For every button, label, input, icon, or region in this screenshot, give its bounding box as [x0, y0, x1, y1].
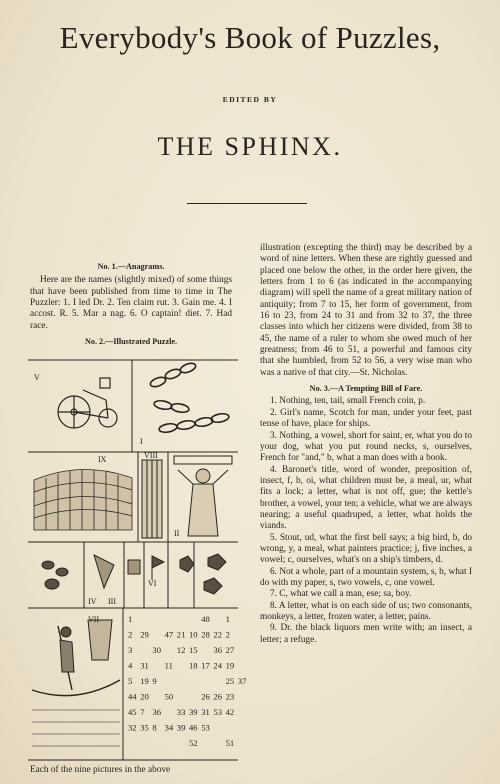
- grid-number: 51: [225, 738, 235, 748]
- grid-number: 22: [213, 629, 222, 640]
- numeral-label: VIII: [144, 451, 158, 460]
- bill-of-fare-list: [260, 396, 472, 646]
- grid-number: 2: [128, 629, 133, 640]
- grid-number: 10: [189, 629, 198, 640]
- grid-number: 33: [176, 707, 186, 717]
- grid-number: 8: [152, 722, 157, 733]
- grid-number: 18: [189, 660, 198, 671]
- grid-number: 7: [140, 707, 145, 717]
- grid-number: 52: [189, 738, 198, 748]
- grid-number: 25: [225, 676, 235, 686]
- grid-number: 44: [128, 691, 137, 702]
- grid-number: 26: [213, 691, 222, 702]
- grid-number: 20: [140, 691, 149, 702]
- grid-number: 27: [225, 645, 235, 655]
- grid-number: 36: [152, 707, 161, 717]
- anagrams-text: Here are the names (slightly mixed) of some things that have been published from time to time in The Puzzler: 1. I led Dr. 2. Ten claim rut. 3. Gain me. 4. I accost. R. 5. Mar a nag. 6. O captain! diet. 7. Had race.: [30, 275, 232, 331]
- grid-number: 32: [128, 722, 137, 733]
- grid-number: 37: [237, 676, 247, 686]
- grid-number: 21: [176, 629, 186, 640]
- list-item: 7. C, what we call a man, ese; sa, boy.: [270, 589, 412, 600]
- numeral-label: VII: [88, 615, 100, 624]
- grid-number: 1: [225, 614, 230, 624]
- grid-number: 15: [189, 645, 198, 655]
- grid-number: 5: [128, 676, 133, 686]
- list-item: 2. Girl's name, Scotch for man, under your feet, past tense of have, place for ships.: [260, 407, 472, 430]
- grid-number: 35: [140, 722, 149, 733]
- grid-number: 50: [164, 691, 174, 702]
- numeral-label: III: [108, 597, 116, 606]
- grid-number: 17: [201, 660, 210, 671]
- puzzle-continuation-text: illustration (excepting the third) may be described by a word of nine letters. When these are rightly guessed and placed one below the other, in the order here given, the letters from 1 to 6 (as indicated in the accompanying diagram) will spell the name of a great military nation of antiquity; from 7 to 15, her form of government, from 16 to 23, from 24 to 31 and from 32 to 37, the three classes into which her citizens were divided, from 38 to 45, the name of a ruler to whom she owed much of her greatness; from 46 to 51, a powerful and famous city that she humbled, from 52 to 56, a very wise man who was a native of that city.—St. Nicholas.: [260, 243, 472, 378]
- book-title: Everybody's Book of Puzzles,: [59, 20, 441, 55]
- list-item: 1. Nothing, ten, tail, small French coin, p.: [270, 396, 426, 407]
- grid-number: 24: [213, 660, 222, 671]
- grid-number: 42: [225, 707, 235, 717]
- grid-number: 12: [176, 645, 186, 655]
- list-item: 3. Nothing, a vowel, short for saint, er, what you do to your dog, what you put round necks, s, ourselves, French for "and," b, what a man does with a book.: [260, 430, 472, 464]
- title-divider: [187, 203, 307, 204]
- grid-number: 34: [164, 722, 174, 733]
- list-item: 6. Not a whole, part of a mountain system, s, b, what I do with my paper, s, two vowels, c, one vowel.: [260, 566, 472, 588]
- grid-number: 9: [152, 676, 157, 686]
- list-item: 5. Stout, ud, what the first bell says; a big bird, b, do wrong, y, a meal, what painters practice; j, five inches, a vowel; c, ourselves, what's on a ship's timbers, d.: [260, 532, 472, 566]
- grid-number: 29: [140, 629, 149, 640]
- numeral-label: I: [140, 437, 143, 446]
- list-item: 4. Baronet's title, word of wonder, preposition of, insect, f, b, oi, what children must be, a meal, ur, what fits a lock; a letter, what is not off, gue; the kettle's brother, a vowel, your ten; a vehicle, what we are always nearing; a useful quadruped, a letter, what holds the viands.: [260, 464, 472, 532]
- numeral-label: IV: [88, 597, 97, 606]
- grid-number: 3: [128, 645, 133, 655]
- grid-number: 53: [213, 707, 222, 717]
- grid-number: 39: [176, 722, 186, 733]
- grid-number: 11: [164, 660, 173, 671]
- grid-number: 48: [201, 614, 210, 624]
- grid-number: 39: [189, 707, 198, 717]
- numeral-label: II: [174, 529, 180, 538]
- numeral-label: VI: [148, 579, 157, 588]
- numeral-label: V: [34, 373, 40, 382]
- editor-name: THE SPHINX.: [157, 132, 343, 161]
- grid-number: 1: [128, 614, 133, 624]
- edited-by-label: EDITED BY: [222, 95, 278, 104]
- numeral-label: IX: [98, 455, 107, 464]
- grid-number: 28: [201, 629, 210, 640]
- grid-number: 36: [213, 645, 222, 655]
- grid-number: 31: [201, 707, 210, 717]
- grid-number: 2: [225, 629, 230, 640]
- illustrated-puzzle-heading: No. 2.—Illustrated Puzzle.: [84, 337, 178, 347]
- grid-number: 53: [201, 722, 210, 733]
- grid-number: 47: [164, 629, 174, 640]
- anagrams-heading: No. 1.—Anagrams.: [97, 262, 165, 271]
- left-column: [30, 261, 232, 347]
- right-column: [260, 243, 472, 646]
- puzzle-caption: Each of the nine pictures in the above: [30, 765, 171, 775]
- grid-number: 26: [201, 691, 210, 702]
- grid-number: 31: [140, 660, 149, 671]
- grid-number: 46: [189, 722, 198, 733]
- grid-number: 23: [225, 691, 235, 702]
- number-grid: [128, 614, 247, 748]
- illustrated-puzzle-figure: [28, 360, 247, 760]
- grid-number: 19: [225, 660, 235, 671]
- grid-number: 30: [152, 645, 161, 655]
- bill-of-fare-heading: No. 3.—A Tempting Bill of Fare.: [309, 384, 423, 394]
- grid-number: 19: [140, 676, 149, 686]
- list-item: 9. Dr. the black liquors men write with; an insect, a letter; a refuge.: [260, 623, 472, 645]
- grid-number: 45: [128, 707, 137, 717]
- list-item: 8. A letter, what is on each side of us; two consonants, monkeys, a letter, frozen water, a letter, pains.: [260, 600, 472, 622]
- grid-number: 4: [128, 660, 133, 671]
